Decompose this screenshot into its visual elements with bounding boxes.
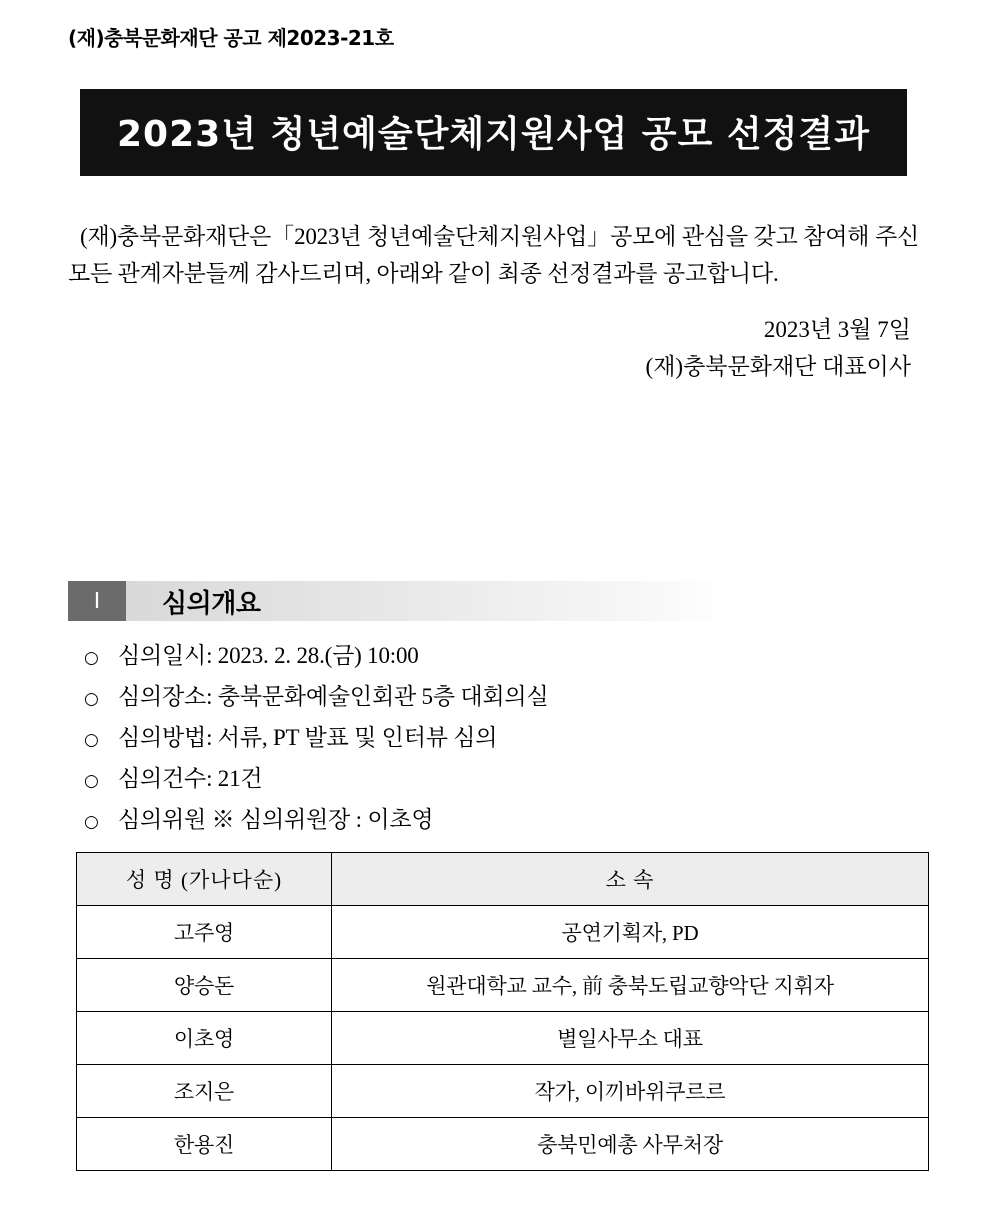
signature-block bbox=[68, 311, 919, 386]
circle-bullet-icon: ○ bbox=[84, 771, 99, 791]
circle-bullet-icon: ○ bbox=[84, 648, 99, 668]
circle-bullet-icon: ○ bbox=[84, 730, 99, 750]
intro-paragraph bbox=[68, 218, 919, 293]
cell-affiliation: 원관대학교 교수, 前 충북도립교향악단 지휘자 bbox=[332, 959, 929, 1012]
document-title: 2023년 청년예술단체지원사업 공모 선정결과 bbox=[80, 89, 907, 176]
cell-affiliation: 별일사무소 대표 bbox=[332, 1012, 929, 1065]
cell-name: 조지은 bbox=[77, 1065, 332, 1118]
table-row bbox=[77, 1118, 929, 1171]
cell-affiliation: 충북민예총 사무처장 bbox=[332, 1118, 929, 1171]
list-item-text: 심의장소: 충북문화예술인회관 5층 대회의실 bbox=[118, 684, 549, 709]
table-row bbox=[77, 906, 929, 959]
list-item-text: 심의위원 ※ 심의위원장 : 이초영 bbox=[118, 807, 434, 832]
cell-name: 양승돈 bbox=[77, 959, 332, 1012]
table-row bbox=[77, 959, 929, 1012]
table-row bbox=[77, 1065, 929, 1118]
column-header-affiliation: 소 속 bbox=[332, 853, 929, 906]
circle-bullet-icon: ○ bbox=[84, 689, 99, 709]
list-item bbox=[84, 676, 919, 717]
document-number: (재)충북문화재단 공고 제2023-21호 bbox=[68, 26, 394, 50]
list-item-text: 심의일시: 2023. 2. 28.(금) 10:00 bbox=[118, 643, 419, 668]
list-item bbox=[84, 635, 919, 676]
section-header bbox=[68, 581, 728, 621]
section-title: 심의개요 bbox=[126, 581, 728, 621]
section-review-overview bbox=[68, 581, 919, 1171]
cell-affiliation: 공연기획자, PD bbox=[332, 906, 929, 959]
list-item bbox=[84, 758, 919, 799]
sign-organization: (재)충북문화재단 대표이사 bbox=[645, 353, 911, 379]
cell-name: 한용진 bbox=[77, 1118, 332, 1171]
list-item bbox=[84, 799, 919, 840]
cell-name: 이초영 bbox=[77, 1012, 332, 1065]
list-item bbox=[84, 717, 919, 758]
circle-bullet-icon: ○ bbox=[84, 812, 99, 832]
overview-bullet-list bbox=[84, 635, 919, 840]
cell-affiliation: 작가, 이끼바위쿠르르 bbox=[332, 1065, 929, 1118]
table-row bbox=[77, 1012, 929, 1065]
sign-date: 2023년 3월 7일 bbox=[763, 316, 911, 342]
list-item-text: 심의방법: 서류, PT 발표 및 인터뷰 심의 bbox=[118, 725, 498, 750]
intro-text: (재)충북문화재단은「2023년 청년예술단체지원사업」공모에 관심을 갖고 참여해 주신 모든 관계자분들께 감사드리며, 아래와 같이 최종 선정결과를 공고합니다. bbox=[68, 224, 919, 287]
list-item-text: 심의건수: 21건 bbox=[118, 766, 263, 791]
column-header-name: 성 명 (가나다순) bbox=[77, 853, 332, 906]
section-number: Ⅰ bbox=[68, 581, 126, 621]
cell-name: 고주영 bbox=[77, 906, 332, 959]
review-committee-table bbox=[76, 852, 929, 1171]
table-header-row bbox=[77, 853, 929, 906]
